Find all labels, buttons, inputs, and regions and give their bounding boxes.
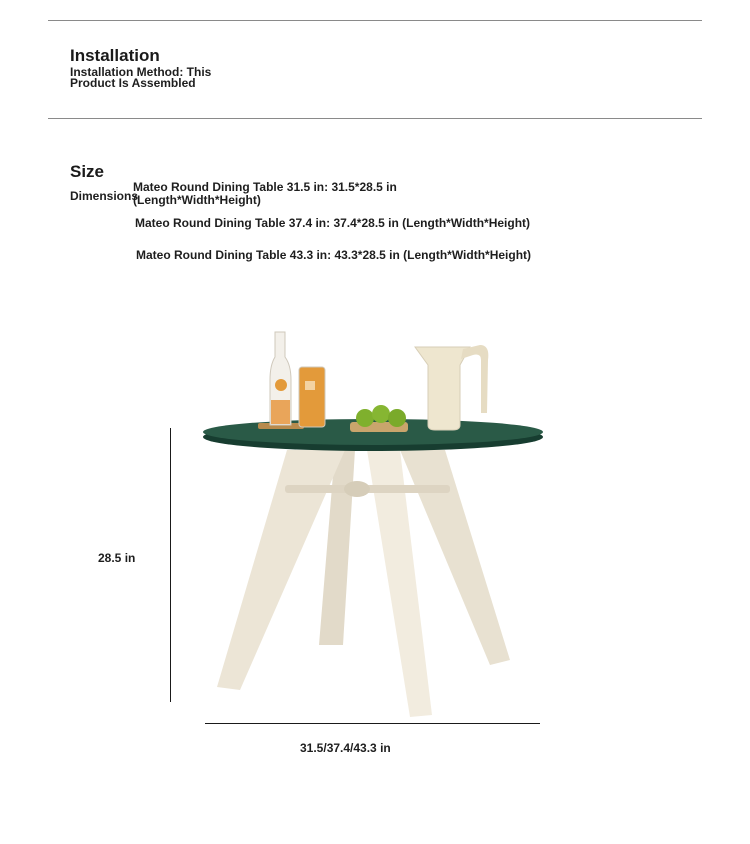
installation-heading: Installation (70, 46, 160, 65)
glass-ice (305, 381, 315, 390)
size-heading: Size (70, 162, 105, 181)
lime (356, 409, 374, 427)
size-row-2: Mateo Round Dining Table 37.4 in: 37.4*28.5 in (Length*Width*Height) (135, 216, 531, 230)
pitcher-handle (461, 345, 488, 413)
lime (388, 409, 406, 427)
width-dimension-line (205, 723, 540, 724)
height-dimension-line (170, 428, 171, 702)
width-label: 31.5/37.4/43.3 in (300, 741, 391, 755)
size-row-1-line2: (Length*Width*Height) (133, 193, 261, 207)
bottle-label (275, 379, 287, 391)
size-row-1-line1: Mateo Round Dining Table 31.5 in: 31.5*28.5 in (133, 180, 397, 194)
size-row-3: Mateo Round Dining Table 43.3 in: 43.3*28.5 in (Length*Width*Height) (136, 248, 532, 262)
lime (372, 405, 390, 423)
height-label: 28.5 in (98, 551, 136, 565)
juice-glass (299, 367, 325, 427)
round-dining-table-illustration (195, 325, 555, 720)
bottle-juice (271, 400, 290, 424)
pitcher (415, 347, 470, 430)
installation-method-line2: Product Is Assembled (70, 76, 196, 90)
stretcher-joint (344, 481, 370, 497)
section-divider (48, 118, 702, 119)
dimensions-label: Dimensions (70, 189, 139, 203)
installation-method-line1: Installation Method: This (70, 65, 212, 79)
top-divider (48, 20, 702, 21)
